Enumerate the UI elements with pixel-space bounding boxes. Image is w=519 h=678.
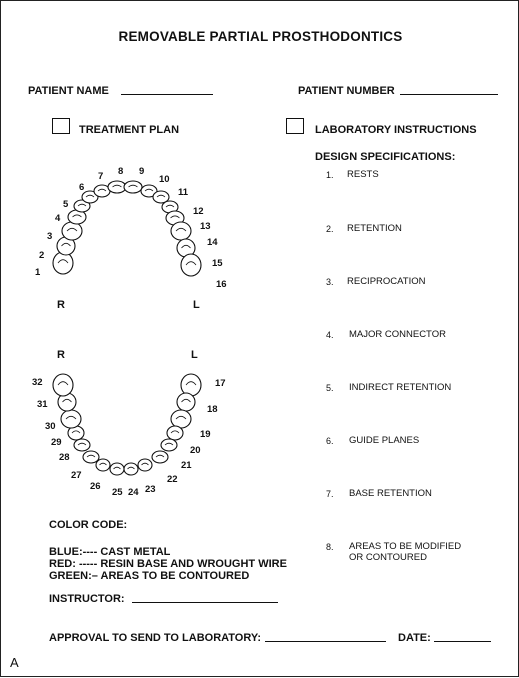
tooth-outline <box>181 254 201 276</box>
tooth-number: 7 <box>98 171 104 182</box>
tooth-outline <box>53 374 73 396</box>
tooth-number: 5 <box>63 199 69 210</box>
tooth-outline <box>124 463 138 475</box>
spec-item: RETENTION <box>347 223 402 234</box>
tooth-number: 16 <box>216 279 227 290</box>
tooth-number: 18 <box>207 404 218 415</box>
tooth-number: 10 <box>159 174 170 185</box>
tooth-number: 4 <box>55 213 61 224</box>
tooth-number: 9 <box>139 166 145 177</box>
tooth-outline <box>124 181 142 193</box>
spec-item: INDIRECT RETENTION <box>349 382 452 393</box>
tooth-outline <box>108 181 126 193</box>
tooth-number: 19 <box>200 429 211 440</box>
patient-number-label: PATIENT NUMBER <box>298 85 395 97</box>
color-code-green: GREEN:– AREAS TO BE CONTOURED <box>49 570 250 582</box>
spec-item: AREAS TO BE MODIFIED <box>349 541 462 552</box>
tooth-outline <box>161 439 177 451</box>
tooth-number: 23 <box>145 484 156 495</box>
tooth-number: 24 <box>128 487 139 498</box>
treatment-plan-label: TREATMENT PLAN <box>79 124 180 136</box>
tooth-number: 11 <box>178 187 189 198</box>
spec-number: 2. <box>326 224 334 234</box>
spec-item: GUIDE PLANES <box>349 435 420 446</box>
tooth-outline <box>74 439 90 451</box>
instructor-field[interactable] <box>132 602 278 603</box>
tooth-number: 14 <box>207 237 218 248</box>
tooth-number: 20 <box>190 445 201 456</box>
tooth-number: 13 <box>200 221 211 232</box>
tooth-number: 31 <box>37 399 48 410</box>
spec-item: BASE RETENTION <box>349 488 432 499</box>
tooth-outline <box>167 426 183 440</box>
color-code-red: RED: ----- RESIN BASE AND WROUGHT WIRE <box>49 558 287 570</box>
tooth-number: 15 <box>212 258 223 269</box>
tooth-number: 17 <box>215 378 226 389</box>
date-field[interactable] <box>434 641 491 642</box>
tooth-outline <box>138 459 152 471</box>
lower-arch-diagram <box>53 374 201 475</box>
tooth-number: 2 <box>39 250 45 261</box>
tooth-outline <box>171 222 191 240</box>
upper-left-marker: L <box>193 299 200 311</box>
tooth-number: 6 <box>79 182 85 193</box>
approval-field[interactable] <box>265 641 386 642</box>
tooth-number: 28 <box>59 452 70 463</box>
spec-number: 4. <box>326 330 334 340</box>
tooth-outline <box>96 459 110 471</box>
spec-number: 5. <box>326 383 334 393</box>
upper-right-marker: R <box>57 299 65 311</box>
color-code-blue: BLUE:---- CAST METAL <box>49 546 171 558</box>
tooth-outline <box>177 393 195 411</box>
spec-item-continued: OR CONTOURED <box>349 552 427 563</box>
tooth-number: 27 <box>71 470 82 481</box>
spec-item: RECIPROCATION <box>347 276 426 287</box>
figure-letter: A <box>10 655 19 670</box>
tooth-outline <box>110 463 124 475</box>
tooth-number: 3 <box>47 231 53 242</box>
form-title: REMOVABLE PARTIAL PROSTHODONTICS <box>118 29 403 44</box>
spec-number: 6. <box>326 436 334 446</box>
tooth-outline <box>62 222 82 240</box>
spec-number: 7. <box>326 489 334 499</box>
tooth-outline <box>171 410 191 428</box>
lab-instructions-label: LABORATORY INSTRUCTIONS <box>315 124 477 136</box>
spec-item: RESTS <box>347 169 379 180</box>
tooth-outline <box>152 451 168 463</box>
design-specs-heading: DESIGN SPECIFICATIONS: <box>315 151 456 163</box>
tooth-number: 30 <box>45 421 56 432</box>
spec-item: MAJOR CONNECTOR <box>349 329 446 340</box>
tooth-number: 12 <box>193 206 204 217</box>
lower-left-marker: L <box>191 349 198 361</box>
tooth-outline <box>53 252 73 274</box>
spec-number: 8. <box>326 542 334 552</box>
tooth-number: 1 <box>35 267 41 278</box>
instructor-label: INSTRUCTOR: <box>49 593 125 605</box>
tooth-number: 22 <box>167 474 178 485</box>
spec-number: 1. <box>326 170 334 180</box>
tooth-number: 25 <box>112 487 123 498</box>
tooth-number: 21 <box>181 460 192 471</box>
tooth-outline <box>61 410 81 428</box>
lower-right-marker: R <box>57 349 65 361</box>
tooth-number: 8 <box>118 166 124 177</box>
color-code-heading: COLOR CODE: <box>49 519 128 531</box>
date-label: DATE: <box>398 632 431 644</box>
tooth-number: 29 <box>51 437 62 448</box>
tooth-outline <box>83 451 99 463</box>
patient-name-label: PATIENT NAME <box>28 85 109 97</box>
tooth-number: 26 <box>90 481 101 492</box>
spec-number: 3. <box>326 277 334 287</box>
approval-label: APPROVAL TO SEND TO LABORATORY: <box>49 632 262 644</box>
tooth-number: 32 <box>32 377 43 388</box>
